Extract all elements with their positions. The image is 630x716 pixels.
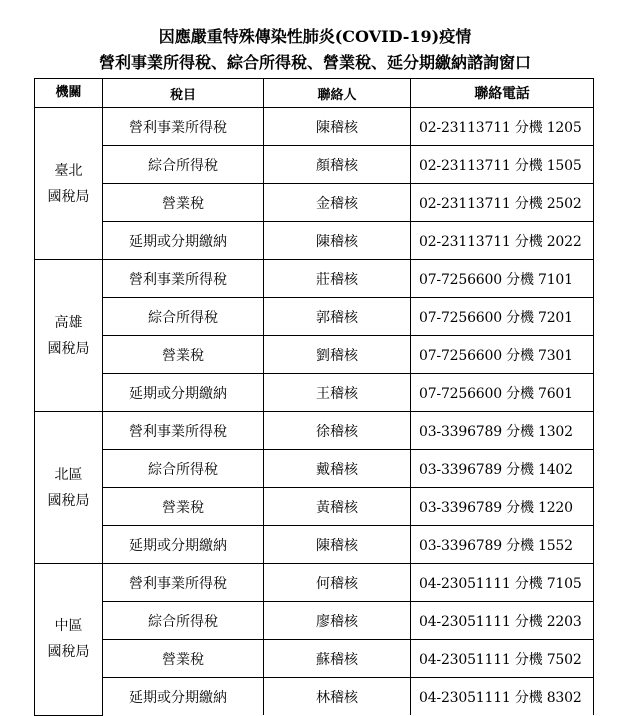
table-row [35,564,594,602]
table-row [35,602,594,640]
document-title: 因應嚴重特殊傳染性肺炎(COVID-19)疫情 [158,27,472,46]
header-tax: 稅目 [103,79,264,108]
contact-cell: 林稽核 [264,678,411,716]
contact-cell: 郭稽核 [264,298,411,336]
contact-cell: 戴稽核 [264,450,411,488]
office-name-line2: 國稅局 [47,340,90,357]
office-name-line1: 高雄 [54,314,83,331]
tax-cell: 營利事業所得稅 [103,108,264,146]
document-subtitle: 營利事業所得稅、綜合所得稅、營業稅、延分期繳納諮詢窗口 [98,53,531,72]
tax-cell: 綜合所得稅 [103,450,264,488]
table-row [35,450,594,488]
office-name-line2: 國稅局 [47,188,90,205]
contact-cell: 陳稽核 [264,108,411,146]
tax-cell: 營業稅 [103,184,264,222]
table-header-row [35,79,594,108]
contact-cell: 何稽核 [264,564,411,602]
phone-cell: 03-3396789 分機 1302 [411,412,594,450]
phone-cell: 04-23051111 分機 8302 [411,678,594,716]
contact-cell: 蘇稽核 [264,640,411,678]
contact-cell: 莊稽核 [264,260,411,298]
phone-cell: 02-23113711 分機 1505 [411,146,594,184]
table-row [35,678,594,716]
phone-cell: 02-23113711 分機 2502 [411,184,594,222]
table-row [35,412,594,450]
tax-cell: 營業稅 [103,336,264,374]
tax-cell: 營業稅 [103,488,264,526]
header-office: 機關 [35,79,103,108]
tax-cell: 綜合所得稅 [103,602,264,640]
office-cell [35,412,103,564]
table-row [35,298,594,336]
phone-cell: 04-23051111 分機 7502 [411,640,594,678]
contact-cell: 王稽核 [264,374,411,412]
table-row [35,184,594,222]
phone-cell: 07-7256600 分機 7301 [411,336,594,374]
office-name-line1: 臺北 [54,162,83,179]
phone-cell: 02-23113711 分機 2022 [411,222,594,260]
office-name-line1: 中區 [54,618,83,635]
phone-cell: 02-23113711 分機 1205 [411,108,594,146]
header-phone: 聯絡電話 [411,79,594,108]
tax-cell: 綜合所得稅 [103,298,264,336]
phone-cell: 03-3396789 分機 1552 [411,526,594,564]
contact-cell: 劉稽核 [264,336,411,374]
contact-cell: 金稽核 [264,184,411,222]
office-cell [35,564,103,716]
office-cell [35,108,103,260]
table-row [35,222,594,260]
contact-cell: 廖稽核 [264,602,411,640]
phone-cell: 07-7256600 分機 7101 [411,260,594,298]
contact-cell: 顏稽核 [264,146,411,184]
table-row [35,260,594,298]
phone-cell: 03-3396789 分機 1402 [411,450,594,488]
tax-cell: 營利事業所得稅 [103,260,264,298]
contact-table [34,78,594,716]
tax-cell: 延期或分期繳納 [103,678,264,716]
tax-cell: 延期或分期繳納 [103,222,264,260]
phone-cell: 03-3396789 分機 1220 [411,488,594,526]
phone-cell: 07-7256600 分機 7201 [411,298,594,336]
tax-cell: 延期或分期繳納 [103,374,264,412]
tax-cell: 營業稅 [103,640,264,678]
tax-cell: 綜合所得稅 [103,146,264,184]
office-cell [35,260,103,412]
contact-cell: 徐稽核 [264,412,411,450]
contact-cell: 黃稽核 [264,488,411,526]
contact-cell: 陳稽核 [264,526,411,564]
phone-cell: 07-7256600 分機 7601 [411,374,594,412]
table-row [35,640,594,678]
table-row [35,488,594,526]
table-row [35,108,594,146]
office-name-line1: 北區 [54,466,83,483]
phone-cell: 04-23051111 分機 7105 [411,564,594,602]
office-name-line2: 國稅局 [47,492,90,509]
tax-cell: 營利事業所得稅 [103,564,264,602]
tax-cell: 延期或分期繳納 [103,526,264,564]
contact-cell: 陳稽核 [264,222,411,260]
table-row [35,374,594,412]
table-row [35,336,594,374]
header-contact: 聯絡人 [264,79,411,108]
tax-cell: 營利事業所得稅 [103,412,264,450]
phone-cell: 04-23051111 分機 2203 [411,602,594,640]
table-body [35,108,594,716]
office-name-line2: 國稅局 [47,644,90,661]
table-row [35,146,594,184]
table-row [35,526,594,564]
